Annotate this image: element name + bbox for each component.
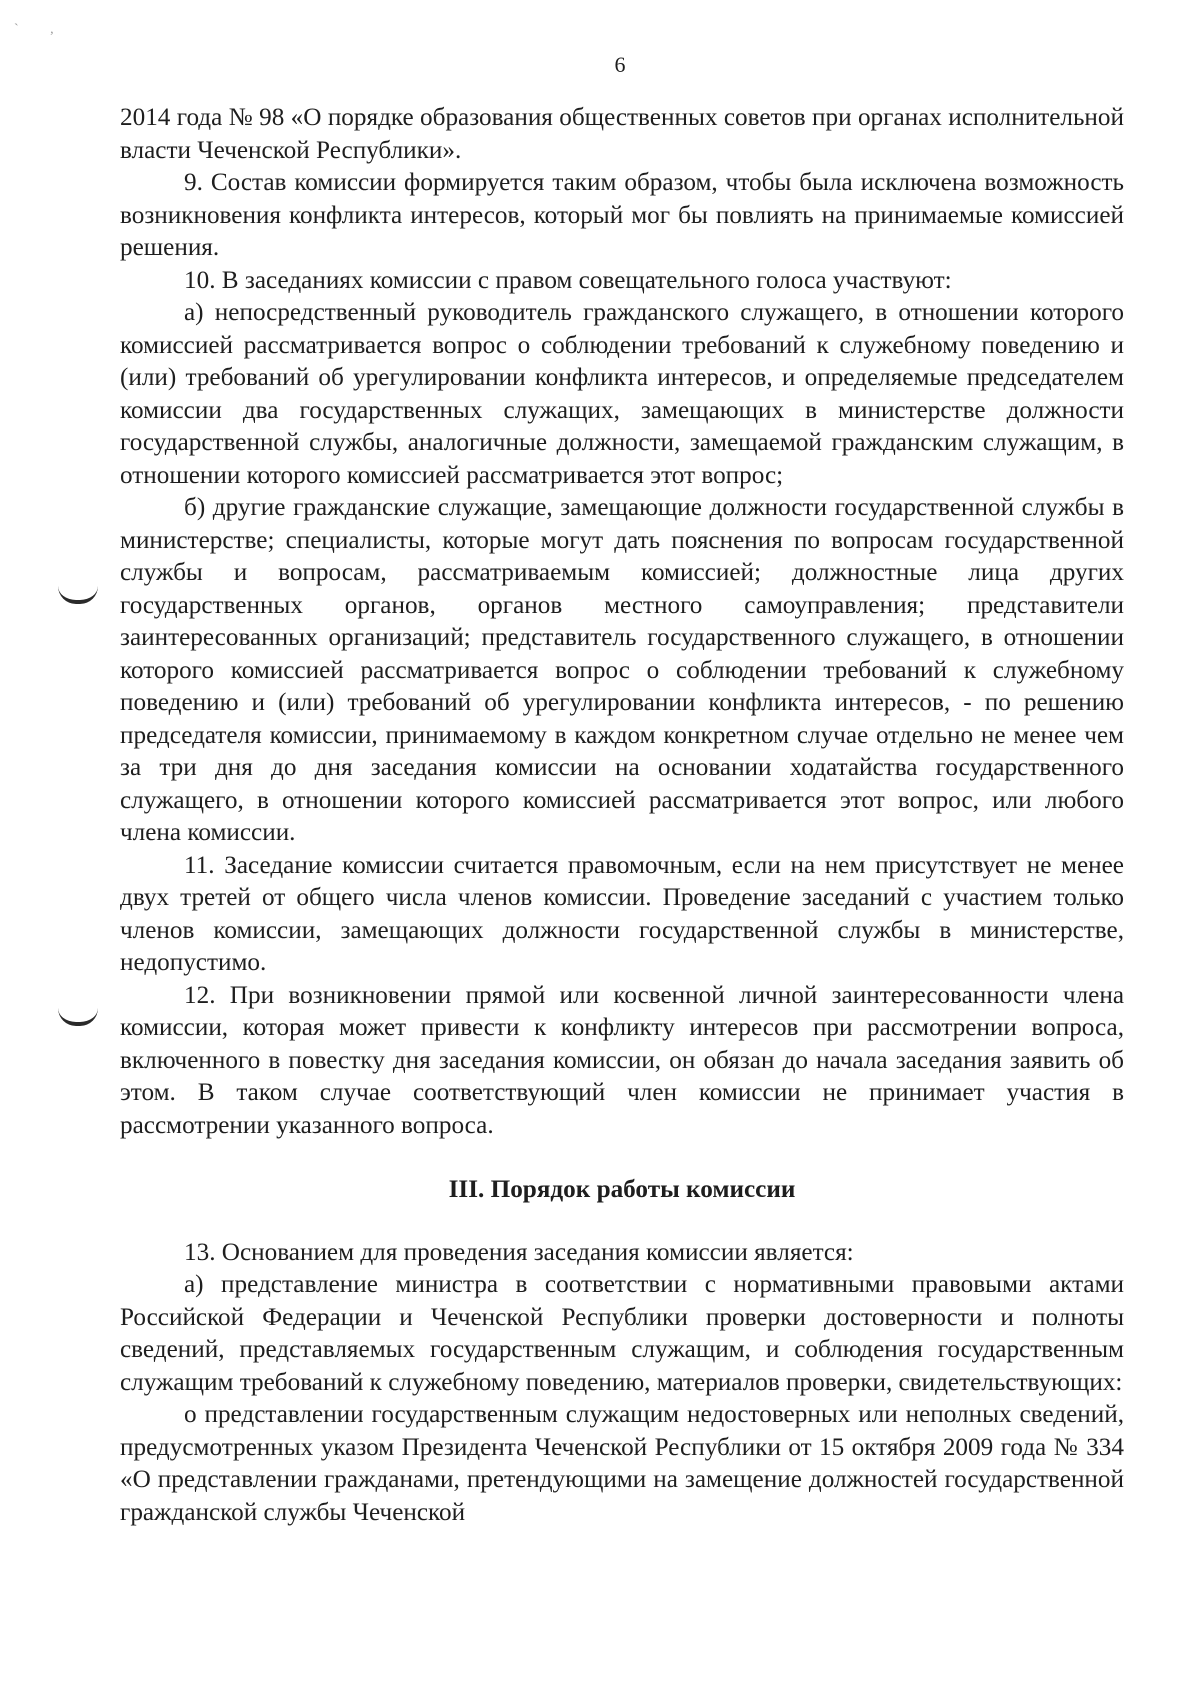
paragraph-item-10b: б) другие гражданские служащие, замещающие должности государственной службы в министерстве; специалисты, которые могут дать пояснения по вопросам государственной службы и вопросам, рассматриваемым комиссией; должностные лица других государственных органов, органов местного самоуправления; представители заинтересованных организаций; представитель государственного служащего, в отношении которого комиссией рассматривается вопрос о соблюдении требований к служебному поведению и (или) требований об урегулировании конфликта интересов, - по решению председателя комиссии, принимаемому в каждом конкретном случае отдельно не менее чем за три дня до дня заседания комиссии на основании ходатайства государственного служащего, в отношении которого комиссией рассматривается этот вопрос, или любого члена комиссии. <box>120 494 1124 846</box>
binder-hole-mark-icon <box>58 1008 98 1026</box>
paragraph-item-13a-sub: о представлении государственным служащим недостоверных или неполных сведений, предусмотренных указом Президента Чеченской Республики от 15 октября 2009 года № 334 «О представлении гражданами, претендующими на замещение должностей государственной гражданской службы Чеченской <box>120 1401 1124 1526</box>
scan-marks: ` , <box>14 22 68 37</box>
paragraph-item-13: 13. Основанием для проведения заседания комиссии является: <box>184 1238 854 1266</box>
paragraph-item-13a: а) представление министра в соответствии с нормативными правовыми актами Российской Федерации и Чеченской Республики проверки достоверности и полноты сведений, представляемых государственным служащим, и соблюдения государственным служащим требований к служебному поведению, материалов проверки, свидетельствующих: <box>120 1271 1124 1396</box>
paragraph-continuation: 2014 года № 98 «О порядке образования общественных советов при органах исполнительной власти Чеченской Республики». <box>120 104 1124 164</box>
paragraph-item-10a: а) непосредственный руководитель гражданского служащего, в отношении которого комиссией рассматривается вопрос о соблюдении требований к служебному поведению и (или) требований об урегулировании конфликта интересов, и определяемые председателем комиссии два государственных служащих, замещающих в министерстве должности государственной службы, аналогичные должности, замещаемой гражданским служащим, в отношении которого комиссией рассматривается этот вопрос; <box>120 299 1124 489</box>
document-body <box>120 102 1124 1529</box>
binder-hole-mark-icon <box>58 586 98 604</box>
paragraph-item-9: 9. Состав комиссии формируется таким образом, чтобы была исключена возможность возникновения конфликта интересов, который мог бы повлиять на принимаемые комиссией решения. <box>120 169 1124 261</box>
page-number: 6 <box>614 52 626 77</box>
section-title: III. Порядок работы комиссии <box>448 1176 796 1203</box>
paragraph-item-10: 10. В заседаниях комиссии с правом совещательного голоса участвуют: <box>184 266 952 294</box>
paragraph-item-12: 12. При возникновении прямой или косвенной личной заинтересованности члена комиссии, которая может привести к конфликту интересов при рассмотрении вопроса, включенного в повестку дня заседания комиссии, он обязан до начала заседания заявить об этом. В таком случае соответствующий член комиссии не принимает участия в рассмотрении указанного вопроса. <box>120 981 1124 1139</box>
paragraph-item-11: 11. Заседание комиссии считается правомочным, если на нем присутствует не менее двух третей от общего числа членов комиссии. Проведение заседаний с участием только членов комиссии, замещающих должности государственной службы в министерстве, недопустимо. <box>120 851 1124 976</box>
